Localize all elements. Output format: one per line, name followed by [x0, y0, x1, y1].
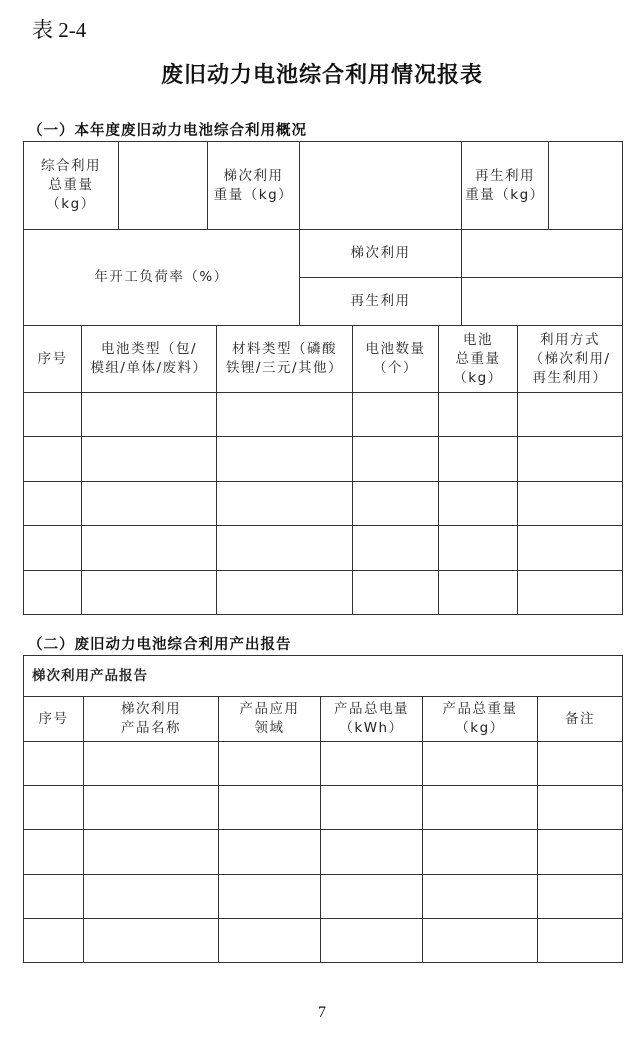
battery-detail-table [23, 325, 623, 615]
table-cell[interactable] [518, 526, 623, 570]
table-cell[interactable] [24, 918, 84, 962]
table-cell[interactable] [423, 786, 538, 830]
header-line: 模组/单体/废料） [90, 360, 208, 376]
header-line: （kg） [455, 720, 505, 736]
table-cell[interactable] [217, 526, 353, 570]
table-cell[interactable] [219, 786, 321, 830]
table-cell[interactable] [219, 830, 321, 874]
header-total-weight [423, 697, 538, 742]
table-cell[interactable] [538, 786, 623, 830]
table-cell[interactable] [518, 437, 623, 481]
table-cell[interactable] [217, 481, 353, 525]
table-cell[interactable] [321, 918, 423, 962]
header-battery-weight [439, 326, 518, 393]
load-rate-cascade-value[interactable] [462, 230, 623, 278]
label-line: 总重量 [48, 177, 94, 193]
label-line: 重量（kg） [213, 186, 294, 203]
cascade-weight-value[interactable] [300, 142, 462, 230]
load-rate-recycle-value[interactable] [462, 278, 623, 326]
table-cell[interactable] [321, 830, 423, 874]
table-cell[interactable] [321, 786, 423, 830]
table-cell[interactable] [353, 481, 439, 525]
header-battery-type [82, 326, 217, 393]
header-material-type [217, 326, 353, 393]
header-line: 再生利用） [532, 369, 608, 386]
header-line: 总重量 [455, 350, 501, 367]
table-number-label: 表 2-4 [32, 18, 87, 42]
table-cell[interactable] [439, 570, 518, 614]
table-cell[interactable] [423, 830, 538, 874]
table-cell[interactable] [538, 830, 623, 874]
table-cell[interactable] [321, 874, 423, 918]
table-cell[interactable] [217, 393, 353, 437]
table-cell[interactable] [82, 570, 217, 614]
table-cell[interactable] [82, 481, 217, 525]
label-line: 重量（kg） [465, 186, 545, 203]
label-line: 综合利用 [41, 158, 101, 174]
header-index [24, 326, 82, 393]
report-title: 废旧动力电池综合利用情况报表 [160, 62, 483, 88]
header-line: 电池 [463, 331, 493, 348]
total-weight-label [24, 142, 119, 230]
header-line: 利用方式 [540, 331, 600, 348]
header-index [24, 697, 84, 742]
table-cell[interactable] [439, 481, 518, 525]
table-row [24, 918, 623, 962]
table-cell[interactable] [353, 437, 439, 481]
header-line: 梯次利用 [121, 701, 181, 717]
table-cell[interactable] [538, 742, 623, 786]
table-cell[interactable] [423, 742, 538, 786]
header-line: 领域 [254, 720, 285, 736]
table-cell[interactable] [219, 874, 321, 918]
page-number: 7 [318, 1004, 326, 1021]
table-cell[interactable] [439, 526, 518, 570]
section-2-heading: （二）废旧动力电池综合利用产出报告 [28, 637, 292, 653]
table-cell[interactable] [84, 742, 219, 786]
header-line: 产品名称 [121, 720, 181, 736]
header-line: （梯次利用/ [529, 350, 611, 367]
header-line: 材料类型（磷酸 [232, 341, 337, 357]
table-cell[interactable] [24, 437, 82, 481]
label-line: （kg） [46, 196, 96, 212]
table-cell[interactable] [353, 393, 439, 437]
summary-table [23, 141, 623, 326]
recycle-weight-label [462, 142, 549, 230]
table-cell[interactable] [82, 526, 217, 570]
table-row [24, 393, 623, 437]
header-battery-count [353, 326, 439, 393]
table-row [24, 830, 623, 874]
table-cell[interactable] [24, 526, 82, 570]
table-row [24, 742, 623, 786]
header-remarks [538, 697, 623, 742]
table-cell[interactable] [24, 874, 84, 918]
table-cell[interactable] [219, 918, 321, 962]
cascade-product-report-heading: 梯次利用产品报告 [24, 656, 623, 697]
table-cell[interactable] [217, 570, 353, 614]
table-cell[interactable] [219, 742, 321, 786]
header-line: 电池数量 [365, 341, 426, 357]
table-cell[interactable] [84, 874, 219, 918]
table-row [24, 526, 623, 570]
load-rate-label: 年开工负荷率（%） [24, 230, 300, 326]
header-line: 产品总电量 [334, 701, 409, 717]
table-row [24, 481, 623, 525]
load-rate-cascade-label: 梯次利用 [300, 230, 462, 278]
table-cell[interactable] [84, 786, 219, 830]
header-line: （个） [373, 360, 418, 376]
output-report-table [23, 655, 623, 963]
table-cell[interactable] [84, 918, 219, 962]
header-product-name [84, 697, 219, 742]
header-line: 电池类型（包/ [100, 341, 198, 357]
table-row [24, 437, 623, 481]
header-line: 产品总重量 [442, 701, 518, 717]
table-cell[interactable] [423, 874, 538, 918]
header-line: 序号 [38, 710, 69, 727]
table-cell[interactable] [538, 918, 623, 962]
table-cell[interactable] [82, 393, 217, 437]
header-line: 序号 [37, 350, 68, 367]
total-weight-value[interactable] [119, 142, 208, 230]
table-cell[interactable] [82, 437, 217, 481]
table-cell[interactable] [24, 742, 84, 786]
detail-header-row [24, 326, 623, 393]
table-cell[interactable] [217, 437, 353, 481]
table-cell[interactable] [439, 437, 518, 481]
output-header-row [24, 697, 623, 742]
header-line: 备注 [565, 710, 596, 727]
header-line: 铁锂/三元/其他） [225, 360, 344, 376]
header-line: （kWh） [339, 720, 404, 736]
table-cell[interactable] [24, 830, 84, 874]
table-cell[interactable] [24, 481, 82, 525]
table-cell[interactable] [84, 830, 219, 874]
header-line: （kg） [453, 369, 503, 386]
table-cell[interactable] [518, 570, 623, 614]
recycle-weight-value[interactable] [549, 142, 623, 230]
table-row [24, 786, 623, 830]
table-cell[interactable] [353, 570, 439, 614]
label-line: 梯次利用 [223, 167, 284, 184]
table-cell[interactable] [538, 874, 623, 918]
table-cell[interactable] [439, 393, 518, 437]
table-row [24, 570, 623, 614]
header-line: 产品应用 [239, 701, 300, 717]
load-rate-recycle-label: 再生利用 [300, 278, 462, 326]
table-cell[interactable] [353, 526, 439, 570]
header-total-energy [321, 697, 423, 742]
label-line: 再生利用 [475, 167, 535, 184]
header-application-field [219, 697, 321, 742]
table-cell[interactable] [518, 481, 623, 525]
header-usage-method [518, 326, 623, 393]
table-row [24, 874, 623, 918]
table-cell[interactable] [321, 742, 423, 786]
table-cell[interactable] [518, 393, 623, 437]
table-cell[interactable] [24, 393, 82, 437]
table-cell[interactable] [24, 570, 82, 614]
cascade-weight-label [208, 142, 300, 230]
section-1-heading: （一）本年度废旧动力电池综合利用概况 [28, 123, 307, 139]
table-cell[interactable] [423, 918, 538, 962]
table-cell[interactable] [24, 786, 84, 830]
